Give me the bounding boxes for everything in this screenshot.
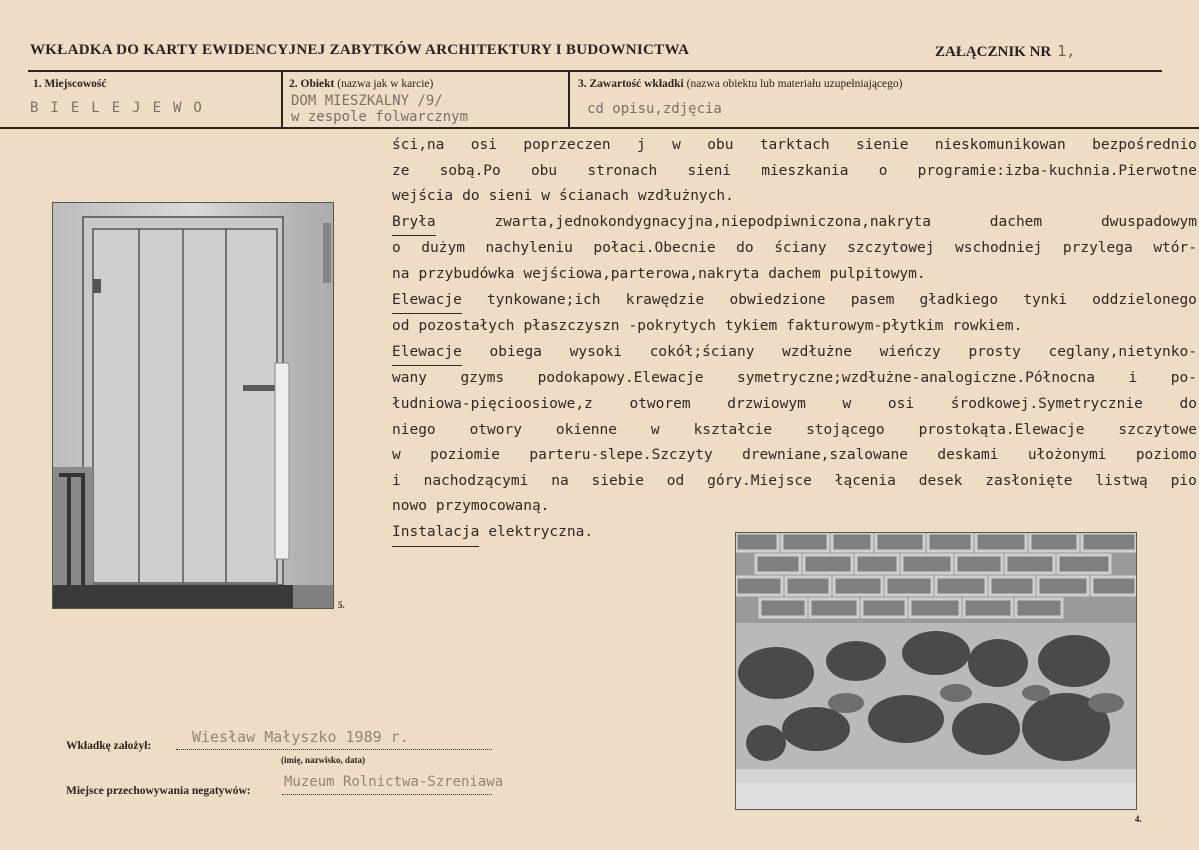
header-bottom-rule [0, 127, 1199, 129]
description-word: osi [887, 395, 915, 412]
description-word: cokół;ściany [649, 343, 755, 360]
description-word: niego [392, 421, 436, 438]
description-word: wejściowa,parterowa,nakryta [523, 265, 760, 282]
description-word: zasłonięte [985, 472, 1073, 489]
description-word: wieńczy [879, 343, 941, 360]
description-word: poprzeczen [523, 137, 611, 153]
description-word: wzdłużnych. [637, 188, 734, 205]
created-by-note: (imię, nazwisko, data) [281, 755, 365, 765]
description-word: o [878, 162, 888, 179]
object-label [289, 78, 433, 90]
annex-number: 1, [1057, 42, 1076, 60]
description-text [392, 133, 1197, 547]
description-word: sieni [488, 188, 533, 205]
description-word: tynki [1023, 291, 1067, 308]
description-word: nachodzącymi [423, 472, 529, 489]
description-word: deskami [937, 447, 999, 464]
description-word: w [392, 447, 401, 464]
description-word: listwą [1095, 472, 1148, 489]
description-word: gzyms [460, 370, 505, 387]
description-word: parteru-slepe.Szczyty [529, 447, 713, 464]
description-word: w [650, 421, 660, 438]
description-word: okienne [555, 421, 617, 438]
description-word: środkowej.Symetrycznie [950, 395, 1143, 412]
description-word: na [551, 472, 569, 489]
description-word: sobą.Po [439, 162, 501, 179]
description-word: drzwiowym [727, 395, 806, 412]
created-by-value: Wiesław Małyszko 1989 r. [192, 728, 409, 746]
locality-value: BIELEJEWO [30, 100, 214, 116]
description-line [392, 418, 1197, 444]
description-word: wschodniej [955, 240, 1043, 257]
description-word: ściany [774, 240, 827, 257]
description-word: Bryła [392, 210, 436, 237]
description-word: płaszczyszn [523, 318, 620, 335]
description-word: ceglany,nietynko- [1048, 343, 1197, 360]
description-line [392, 184, 1197, 210]
description-word: symetryczne;wzdłużne-analogiczne.Północna [737, 370, 1095, 387]
description-word: pio [1170, 472, 1197, 489]
content-value: cd opisu,zdjęcia [587, 101, 722, 117]
storage-value: Muzeum Rolnictwa-Szreniawa [284, 774, 504, 790]
column-divider-1 [281, 70, 283, 128]
description-word: nowo [392, 498, 427, 515]
description-word: szczytowe [1118, 421, 1197, 438]
description-word: nachyleniu [485, 240, 573, 257]
right-photo-caption: 4. [1135, 814, 1142, 824]
description-word: po- [1170, 370, 1197, 387]
description-line [392, 288, 1197, 315]
description-line [392, 159, 1197, 185]
description-word: drewniane,szalowane [742, 447, 908, 464]
created-by-label: Wkładkę założył: [66, 740, 152, 752]
description-word: sienie [856, 137, 909, 153]
description-word: elektryczna. [488, 523, 594, 540]
description-word: do [1179, 395, 1197, 412]
wall-photo-image [736, 533, 1136, 809]
object-label-bold: 2. Obiekt [289, 78, 335, 90]
description-line [392, 392, 1197, 418]
description-word: gładkiego [919, 291, 999, 308]
description-line [392, 133, 1197, 159]
description-word: tykiem [724, 318, 778, 335]
description-word: Elewacje [392, 340, 462, 367]
description-word: w [672, 137, 681, 153]
description-word: dużym [421, 240, 465, 257]
description-word: w [541, 188, 550, 205]
content-label [578, 78, 902, 90]
description-word: desek [918, 472, 963, 489]
description-word: obiega [489, 343, 542, 360]
description-line [392, 262, 1197, 288]
description-word: oddzielonego [1092, 291, 1197, 308]
content-label-note: (nazwa obiektu lub materiału uzupełniającego) [686, 78, 903, 90]
description-line [392, 340, 1197, 367]
document-title: WKŁADKA DO KARTY EWIDENCYJNEJ ZABYTKÓW ARCHITEKTURY I BUDOWNICTWA [30, 42, 690, 58]
description-word: łudniowa-pięcioosiowe,z [392, 395, 593, 412]
storage-label: Miejsce przechowywania negatywów: [66, 785, 251, 797]
description-word: pozostałych [418, 318, 515, 335]
description-word: na [392, 265, 410, 282]
description-word: obu [707, 137, 734, 153]
wall-photo [735, 532, 1137, 810]
door-photo-image [53, 203, 333, 608]
description-word: przybudówka [418, 265, 515, 282]
description-word: przylega [1062, 240, 1133, 257]
description-word: i [392, 472, 401, 489]
description-word: poziomie [430, 447, 500, 464]
description-word: góry.Miejsce [707, 472, 812, 489]
description-word: kształcie [693, 421, 773, 438]
description-line [392, 494, 1197, 520]
description-word: bezpośrednio [1092, 137, 1197, 153]
description-word: do [736, 240, 754, 257]
annex-label-text: ZAŁĄCZNIK NR [935, 44, 1052, 60]
description-word: tarktach [759, 137, 830, 153]
description-word: łącenia [834, 472, 896, 489]
object-value-line2: w zespole folwarcznym [291, 109, 469, 125]
description-word: rowkiem. [952, 318, 1023, 335]
description-line [392, 443, 1197, 469]
description-word: prostokąta.Elewacje [918, 421, 1085, 438]
description-word: od [666, 472, 685, 489]
description-word: stojącego [806, 421, 885, 438]
description-line [392, 314, 1197, 340]
description-word: poziomo [1135, 447, 1197, 464]
description-word: osi [470, 137, 497, 153]
description-word: fakturowym-płytkim [786, 318, 944, 335]
header-top-rule [28, 70, 1162, 72]
description-word: wejścia [392, 188, 454, 205]
description-word: ścianach [558, 188, 629, 205]
description-word: połaci.Obecnie [593, 240, 716, 257]
description-word: dwuspadowym [1100, 213, 1197, 230]
description-word: j [637, 137, 646, 153]
description-word: sieni [687, 162, 732, 179]
description-word: dachem [989, 213, 1043, 230]
description-word: wany [392, 370, 427, 387]
description-line [392, 469, 1197, 495]
description-word: krawędzie [625, 291, 705, 308]
description-word: od [392, 318, 410, 335]
description-word: otwory [469, 421, 522, 438]
description-word: pasem [850, 291, 895, 308]
description-word: siebie [591, 472, 644, 489]
content-label-bold: 3. Zawartość wkładki [578, 78, 684, 90]
description-word: ułożonymi [1027, 447, 1107, 464]
description-word: dachem [768, 265, 821, 282]
description-word: wysoki [569, 343, 622, 360]
description-word: nieskomunikowan [934, 137, 1066, 153]
description-word: obwiedzione [729, 291, 826, 308]
description-line [392, 366, 1197, 392]
description-word: ze [392, 162, 410, 179]
description-word: do [462, 188, 480, 205]
column-divider-2 [568, 70, 570, 128]
description-word: otworem [629, 395, 691, 412]
description-word: -pokrytych [628, 318, 716, 335]
description-word: obu [530, 162, 558, 179]
description-line [392, 236, 1197, 262]
description-word: w [842, 395, 852, 412]
description-word: szczytowej [847, 240, 935, 257]
description-word: mieszkania [761, 162, 849, 179]
description-word: stronach [587, 162, 658, 179]
description-line [392, 210, 1197, 237]
description-word: wzdłużne [782, 343, 852, 360]
description-word: podokapowy.Elewacje [537, 370, 704, 387]
object-label-note: (nazwa jak w karcie) [337, 78, 434, 90]
created-by-line [176, 747, 492, 750]
description-word: i [1128, 370, 1138, 387]
description-word: programie:izba-kuchnia.Pierwotne [917, 162, 1197, 179]
description-word: tynkowane;ich [487, 291, 601, 308]
description-word: wtór- [1153, 240, 1197, 257]
description-word: przymocowaną. [435, 498, 550, 515]
description-word: pulpitowym. [829, 265, 926, 282]
locality-label: 1. Miejscowość [33, 78, 107, 90]
object-value-line1: DOM MIESZKALNY /9/ [291, 93, 443, 109]
storage-line [282, 792, 492, 795]
description-word: Instalacja [392, 520, 479, 547]
description-word: zwarta,jednokondygnacyjna,niepodpiwniczona,nakryta [494, 213, 931, 230]
description-word: ści,na [392, 137, 445, 153]
door-photo [52, 202, 334, 609]
description-word: prosty [968, 343, 1021, 360]
annex-label [935, 42, 1075, 61]
left-photo-caption: 5. [338, 600, 345, 610]
description-word: o [392, 240, 401, 257]
description-word: Elewacje [392, 288, 462, 315]
